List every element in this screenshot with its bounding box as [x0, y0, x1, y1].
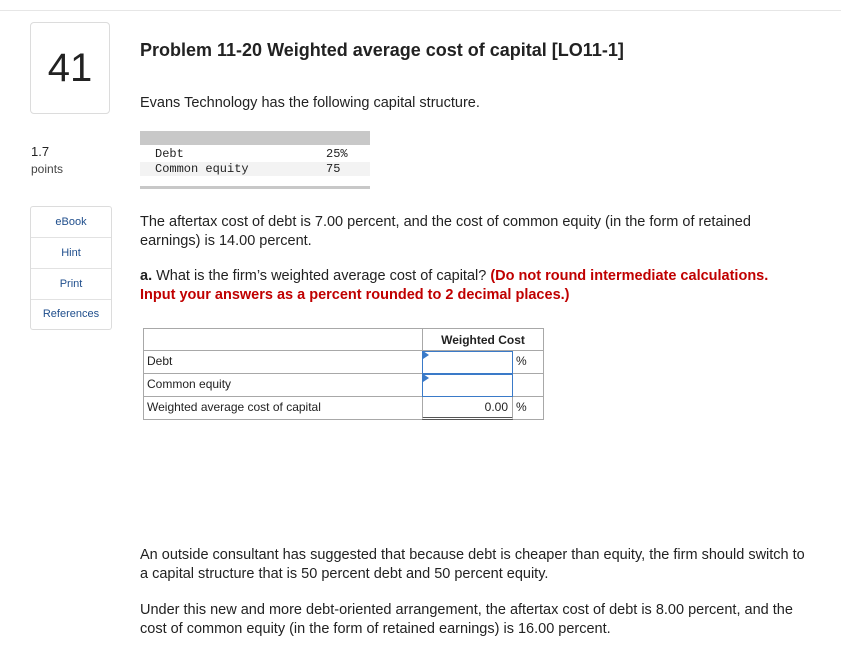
top-divider — [0, 10, 841, 11]
input-marker-icon — [423, 351, 429, 359]
new-arrangement: Under this new and more debt-oriented arrangement, the aftertax cost of debt is 8.00 percent, and the cost of common equity (in the form of retained earnings) is 16.00 percent. — [140, 602, 793, 637]
cost-info: The aftertax cost of debt is 7.00 percent, and the cost of common equity (in the form of retained earnings) is 14.00 percent. — [140, 214, 751, 249]
structure-label: Debt — [155, 147, 184, 161]
row-label-debt: Debt — [143, 351, 422, 374]
points-label: points — [31, 162, 64, 176]
structure-label: Common equity — [155, 162, 249, 176]
percent-sign: % — [513, 397, 544, 420]
structure-value: 25% — [326, 147, 348, 161]
table-header-blank — [143, 328, 422, 351]
percent-sign: % — [513, 351, 544, 374]
references-link[interactable]: References — [31, 299, 111, 329]
capital-structure-table — [140, 131, 370, 189]
debt-weighted-cost-input[interactable] — [422, 351, 513, 374]
row-label-common-equity: Common equity — [143, 374, 422, 397]
consultant-suggestion: An outside consultant has suggested that because debt is cheaper than equity, the firm should switch to a capital structure that is 50 percent debt and 50 percent equity. — [140, 547, 805, 582]
equity-weighted-cost-input[interactable] — [422, 374, 513, 397]
question-a-label: a. — [140, 268, 153, 284]
tools-panel — [30, 206, 112, 330]
ebook-link[interactable]: eBook — [55, 216, 87, 228]
wacc-value: 0.00 — [422, 397, 513, 420]
percent-sign — [513, 374, 544, 397]
answer-table — [143, 328, 544, 421]
hint-link[interactable]: Hint — [31, 237, 111, 268]
structure-row-debt — [140, 147, 370, 162]
print-link[interactable]: Print — [31, 268, 111, 299]
question-a-instructions: (Do not round intermediate calculations. Input your answers as a percent rounded to 2 decimal places.) — [140, 268, 769, 303]
structure-value: 75 — [326, 162, 341, 176]
weighted-cost-header: Weighted Cost — [422, 328, 544, 351]
question-a — [140, 267, 780, 305]
structure-row-equity — [140, 162, 370, 176]
points-value: 1.7 — [31, 144, 50, 159]
problem-intro: Evans Technology has the following capital structure. — [140, 95, 480, 111]
question-a-text: What is the firm’s weighted average cost of capital? — [152, 268, 491, 284]
row-label-wacc: Weighted average cost of capital — [143, 397, 422, 420]
input-marker-icon — [423, 374, 429, 382]
question-number: 41 — [30, 22, 110, 114]
problem-title: Problem 11-20 Weighted average cost of capital [LO11-1] — [140, 40, 624, 60]
